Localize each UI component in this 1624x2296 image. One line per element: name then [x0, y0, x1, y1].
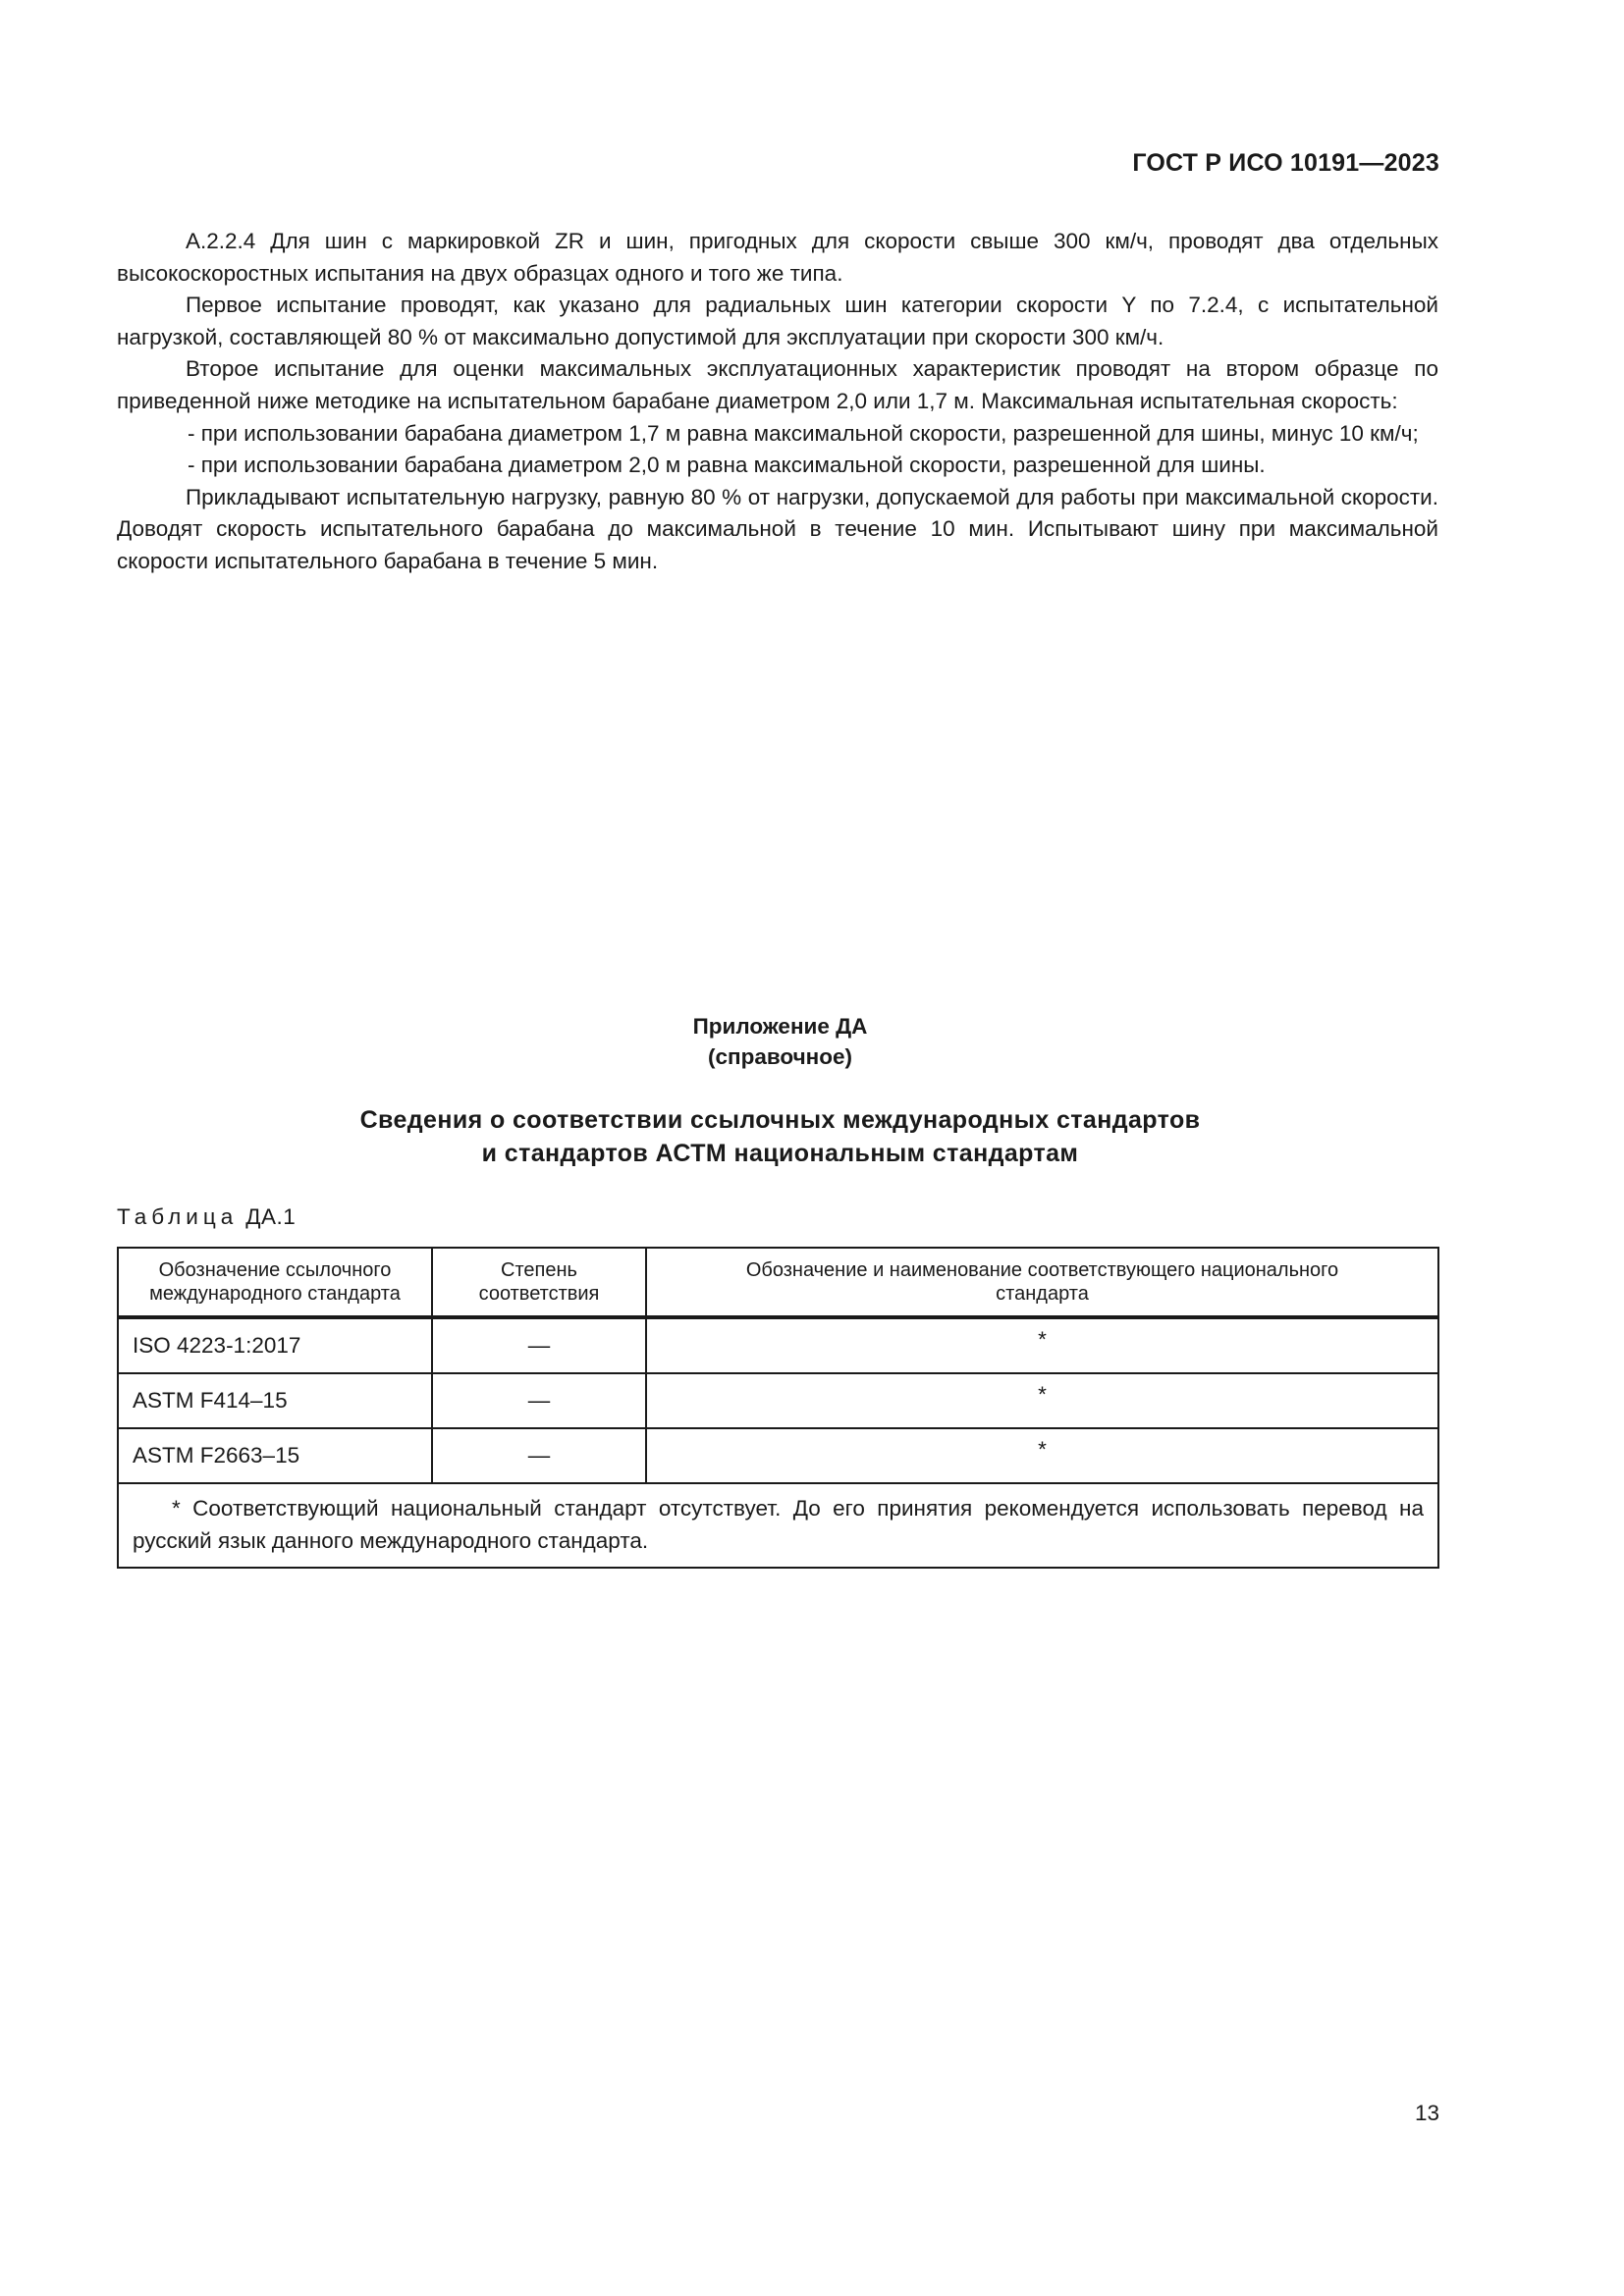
appendix-title	[0, 1103, 1560, 1170]
table-header-row	[118, 1248, 1438, 1317]
appendix-heading	[0, 1011, 1560, 1072]
paragraph: Прикладывают испытательную нагрузку, равную 80 % от нагрузки, допускаемой для работы при максимальной скорости. Доводят скорость испытательного барабана до максимальной в течение 10 мин. Испытывают шину при максимальной скорости испытательного барабана в течение 5 мин.	[117, 484, 1438, 573]
appendix-kind: (справочное)	[708, 1044, 852, 1069]
table-footnote-row	[118, 1483, 1438, 1568]
table-label-number: ДА.1	[245, 1204, 297, 1229]
page-number: 13	[1414, 2101, 1439, 2125]
header-cell: Степень соответствия	[432, 1248, 646, 1317]
table-label	[117, 1204, 296, 1230]
table-footnote	[118, 1483, 1438, 1568]
table-row	[118, 1428, 1438, 1483]
standards-table	[117, 1247, 1439, 1569]
standard-code-cell: ASTM F414–15	[118, 1373, 432, 1428]
header-cell: Обозначение и наименование соответствующего национального стандарта	[646, 1248, 1438, 1317]
paragraph: А.2.2.4 Для шин с маркировкой ZR и шин, пригодных для скорости свыше 300 км/ч, проводят два отдельных высокоскоростных испытания на двух образцах одного и того же типа.	[117, 229, 1438, 286]
national-standard-cell: *	[646, 1428, 1438, 1483]
national-standard-cell: *	[646, 1317, 1438, 1373]
degree-cell: —	[432, 1428, 646, 1483]
table-row	[118, 1317, 1438, 1373]
appendix-title-line: и стандартов АСТМ национальным стандартам	[481, 1140, 1079, 1167]
table-label-word: Таблица	[117, 1204, 239, 1229]
table-footnote-text: * Соответствующий национальный стандарт отсутствует. До его принятия рекомендуется использовать перевод на русский язык данного международного стандарта.	[133, 1496, 1424, 1553]
list-item: - при использовании барабана диаметром 2,0 м равна максимальной скорости, разрешенной для шины.	[188, 453, 1266, 478]
appendix-title-line: Сведения о соответствии ссылочных международных стандартов	[359, 1106, 1201, 1134]
standard-code-cell: ASTM F2663–15	[118, 1428, 432, 1483]
table-row	[118, 1373, 1438, 1428]
list-item: - при использовании барабана диаметром 1,7 м равна максимальной скорости, разрешенной для шины, минус 10 км/ч;	[188, 420, 1419, 446]
document-code: ГОСТ Р ИСО 10191—2023	[1132, 149, 1439, 177]
degree-cell: —	[432, 1317, 646, 1373]
appendix-name: Приложение ДА	[692, 1014, 868, 1039]
standard-code-cell: ISO 4223-1:2017	[118, 1317, 432, 1373]
national-standard-cell: *	[646, 1373, 1438, 1428]
paragraph: Первое испытание проводят, как указано для радиальных шин категории скорости Y по 7.2.4, с испытательной нагрузкой, составляющей 80 % от максимально допустимой для эксплуатации при скорости 300 км/ч.	[117, 293, 1438, 349]
paragraph: Второе испытание для оценки максимальных эксплуатационных характеристик проводят на втором образце по приведенной ниже методике на испытательном барабане диаметром 2,0 или 1,7 м. Максимальная испытательная скорость:	[117, 356, 1438, 413]
body-text	[117, 226, 1438, 578]
header-cell: Обозначение ссылочного международного стандарта	[118, 1248, 432, 1317]
degree-cell: —	[432, 1373, 646, 1428]
